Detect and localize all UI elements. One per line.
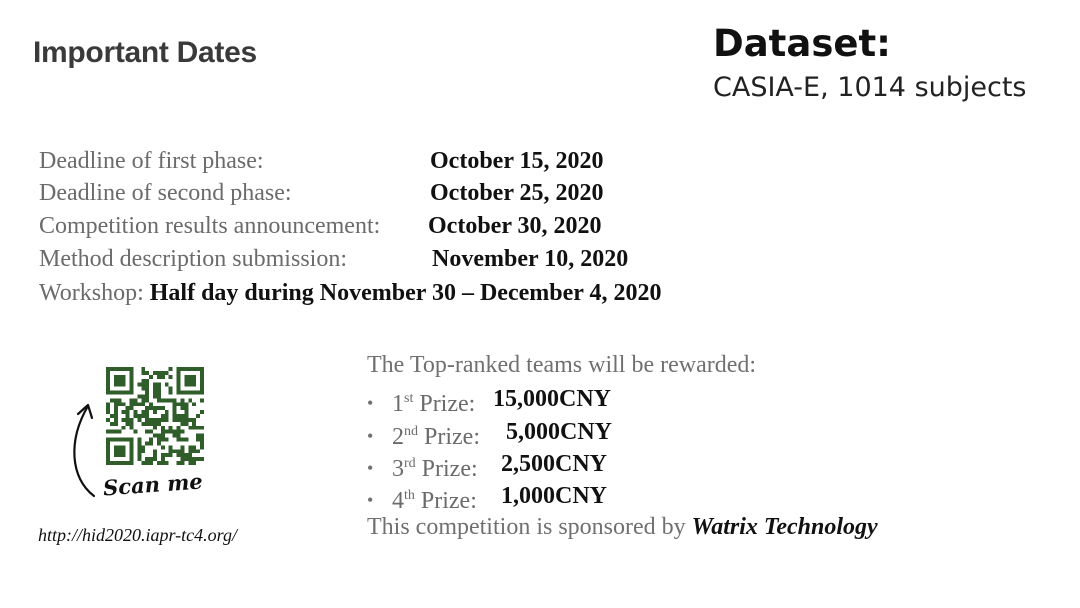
prize-amount: 15,000CNY (493, 386, 611, 412)
sponsor-line (367, 514, 878, 541)
bullet: • (367, 426, 374, 446)
sponsor-name: Watrix Technology (691, 514, 878, 540)
bullet: • (367, 393, 374, 413)
bullet: • (367, 490, 374, 510)
prize-rank: 3rd Prize: (392, 456, 478, 482)
dataset-title: Dataset: (713, 22, 891, 65)
prize-rank: 1st Prize: (392, 391, 476, 417)
date-value: October 25, 2020 (430, 180, 604, 206)
date-value: October 15, 2020 (430, 148, 604, 174)
prize-item (367, 481, 607, 516)
date-label: Deadline of first phase: (39, 148, 264, 174)
prize-item (367, 384, 611, 419)
date-value: October 30, 2020 (428, 213, 602, 239)
qr-code-icon[interactable] (106, 367, 204, 465)
date-label: Method description submission: (39, 246, 347, 272)
prize-item (367, 417, 612, 452)
sponsor-text: This competition is sponsored by (367, 514, 686, 540)
workshop-label: Workshop: (39, 280, 144, 306)
scan-me-caption: Scan me (102, 468, 204, 501)
date-row (39, 244, 629, 274)
prize-item (367, 449, 607, 484)
page-title: Important Dates (33, 36, 257, 69)
date-row (39, 146, 604, 176)
date-value: November 10, 2020 (432, 246, 629, 272)
date-label: Deadline of second phase: (39, 180, 292, 206)
date-label: Competition results announcement: (39, 213, 381, 239)
rewards-title: The Top-ranked teams will be rewarded: (367, 352, 757, 378)
bullet: • (367, 458, 374, 478)
curved-arrow-icon (64, 400, 104, 500)
dataset-description: CASIA-E, 1014 subjects (713, 72, 1027, 103)
prize-rank: 4th Prize: (392, 488, 477, 514)
date-row (39, 178, 604, 208)
prize-amount: 1,000CNY (501, 483, 607, 509)
workshop-value: Half day during November 30 – December 4, 2020 (149, 280, 662, 306)
prize-amount: 2,500CNY (501, 451, 607, 477)
website-link[interactable]: http://hid2020.iapr-tc4.org/ (38, 525, 237, 545)
prize-amount: 5,000CNY (506, 419, 612, 445)
prize-rank: 2nd Prize: (392, 424, 480, 450)
date-row (39, 211, 602, 241)
workshop-row (39, 278, 661, 308)
